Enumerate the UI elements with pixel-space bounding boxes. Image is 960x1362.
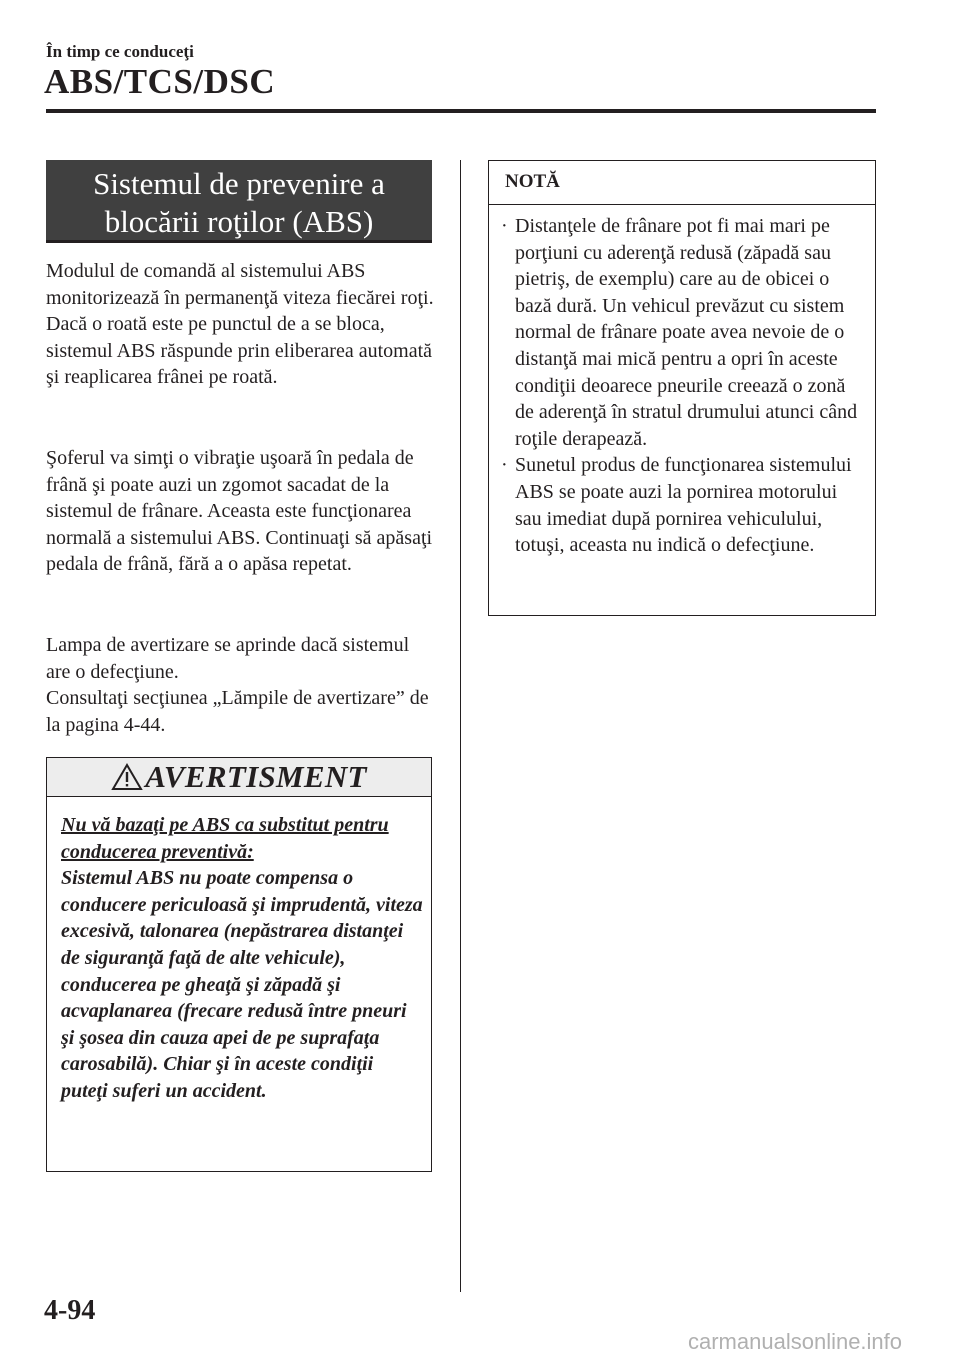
paragraph-pedal-vibration: Şoferul va simţi o vibraţie uşoară în pedala de frână şi poate auzi un zgomot sacadat de la sistemul de frânare. Aceasta este funcţionarea normală a sistemului ABS. Continuaţi să apăsaţi pedala de frână, fără a o apăsa repetat.: [46, 447, 433, 576]
warning-title: AVERTISMENT: [145, 759, 367, 794]
banner-line-2: blocării roţilor (ABS): [104, 204, 374, 239]
paragraph-abs-monitoring: Modulul de comandă al sistemului ABS monitorizează în permanenţă viteza fiecărei roţi. Dacă o roată este pe punctul de a se bloca, sistemul ABS răspunde prin eliberarea automată şi reaplicarea frânei pe roată.: [46, 260, 434, 389]
warning-lamp-text: Lampa de avertizare se aprinde dacă sistemul are o defecţiune.: [46, 634, 410, 683]
warning-text: Sistemul ABS nu poate compensa o conducere periculoasă şi imprudentă, viteza excesivă, talonarea (nepăstrarea distanţei de siguranţă faţă de alte vehicule), conducerea pe gheaţă şi zăpadă şi acvaplanarea (frecare redusă între pneuri şi şosea din cauza apei de pe suprafaţa carosabilă). Chiar şi în aceste condiţii puteţi suferi un accident.: [61, 867, 423, 1102]
note-item-text: Sunetul produs de funcţionarea sistemului ABS se poate auzi la pornirea motorului sau imediat după pornirea vehiculului, totuşi, aceasta nu indică o defecţiune.: [515, 454, 852, 557]
column-divider: [460, 160, 461, 1292]
note-item-text: Distanţele de frânare pot fi mai mari pe porţiuni cu aderenţă redusă (zăpadă sau pietriş, de exemplu) care au de obicei o bază dură. Un vehicul prevăzut cu sistem normal de frânare poate avea nevoie de o distanţă mai mică pentru a opri în aceste condiţii deoarece pneurile creează o zonă de aderenţă în stratul drumului atunci când roţile derapează.: [515, 215, 858, 450]
warning-lamp-reference: Consultaţi secţiunea „Lămpile de avertizare” de la pagina 4-44.: [46, 687, 429, 736]
warning-body: [61, 812, 423, 1105]
banner-line-1: Sistemul de prevenire a: [93, 166, 385, 201]
paragraph-warning-lamp: [46, 632, 438, 738]
section-heading: În timp ce conduceţi: [46, 42, 194, 61]
bullet-icon: ·: [501, 215, 508, 237]
note-list: [501, 213, 861, 559]
note-header: [489, 161, 875, 205]
warning-triangle-icon: [111, 763, 143, 791]
page-number: 4-94: [44, 1295, 96, 1326]
note-item-abs-sound: [501, 452, 861, 558]
warning-header: [47, 758, 431, 797]
section-banner: [46, 160, 432, 243]
warning-lead: Nu vă bazaţi pe ABS ca substitut pentru conducerea preventivă:: [61, 814, 389, 863]
note-item-braking-distance: [501, 213, 861, 452]
bullet-icon: ·: [501, 454, 508, 477]
note-box: [488, 160, 876, 616]
note-title: NOTĂ: [505, 171, 560, 192]
watermark: carmanualsonline.info: [688, 1329, 903, 1354]
warning-box: [46, 757, 432, 1172]
header-divider: [46, 109, 876, 113]
page-title: ABS/TCS/DSC: [44, 62, 276, 101]
